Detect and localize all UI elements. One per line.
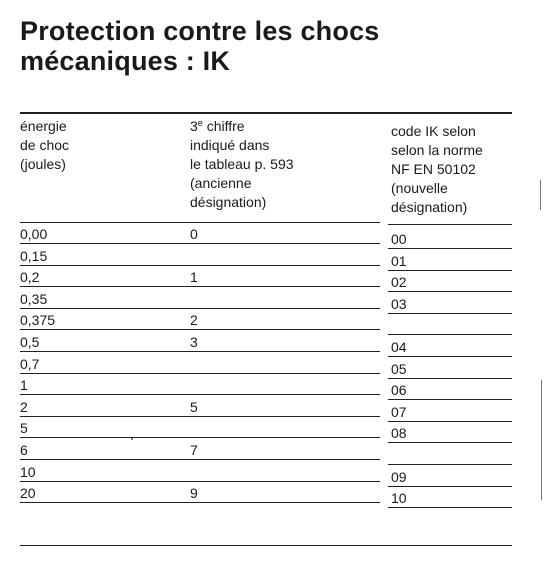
old-code-cell: 5: [190, 399, 198, 415]
scan-speck: [131, 438, 133, 440]
header-old-code-line-3: le tableau p. 593: [190, 156, 294, 172]
energy-cell: 0,35: [20, 291, 48, 307]
header-energy-line-3: (joules): [20, 156, 66, 172]
row-rule-left: [20, 437, 380, 438]
row-rule-left: [20, 394, 380, 395]
table-row: [20, 377, 512, 398]
old-code-cell: 1: [190, 269, 198, 285]
header-rule-right: [388, 224, 512, 225]
row-rule-left: [20, 329, 380, 330]
header-old-code-line-2: indiqué dans: [190, 137, 270, 153]
ik-code-cell: 05: [391, 361, 407, 377]
row-rule-left: [20, 351, 380, 352]
header-old-code-number: 3: [190, 118, 198, 134]
ik-code-cell: 10: [391, 490, 407, 506]
table-row: [20, 312, 512, 333]
energy-cell: 0,5: [20, 334, 40, 350]
energy-cell: 20: [20, 485, 36, 501]
ik-code-cell: 01: [391, 253, 407, 269]
table-row: [20, 399, 512, 420]
table-row: [20, 442, 512, 463]
ik-code-cell: 09: [391, 469, 407, 485]
row-rule-left: [20, 265, 380, 266]
header-old-code-rest: chiffre: [202, 118, 245, 134]
row-rule-left: [20, 373, 380, 374]
header-energy-line-1: énergie: [20, 118, 67, 134]
ik-code-cell: 03: [391, 296, 407, 312]
energy-cell: 5: [20, 420, 28, 436]
old-code-cell: 3: [190, 334, 198, 350]
old-code-cell: 0: [190, 226, 198, 242]
table-row: [20, 485, 512, 506]
header-ik-code: [391, 122, 483, 217]
table-bottom-rule: [20, 545, 512, 546]
table-row: [20, 356, 512, 377]
energy-cell: 0,2: [20, 269, 40, 285]
table-row: [20, 269, 512, 290]
table-row: [20, 464, 512, 485]
header-rule-left: [20, 222, 380, 223]
header-ik-code-line-5: désignation): [391, 199, 468, 215]
ik-code-cell: 02: [391, 274, 407, 290]
old-code-cell: 9: [190, 485, 198, 501]
row-rule-left: [20, 416, 380, 417]
row-rule-left: [20, 502, 380, 503]
row-rule-right: [388, 507, 512, 508]
old-code-cell: 7: [190, 442, 198, 458]
table-row: [20, 226, 512, 247]
old-code-cell: 2: [190, 312, 198, 328]
header-ik-code-line-3: NF EN 50102: [391, 161, 476, 177]
ik-code-cell: 06: [391, 382, 407, 398]
page-title-line-1: Protection contre les chocs: [20, 16, 380, 46]
row-rule-left: [20, 243, 380, 244]
page-title-line-2: mécaniques : IK: [20, 46, 231, 76]
row-rule-left: [20, 286, 380, 287]
page-edge-mark: [541, 380, 542, 500]
header-old-code-line-4: (ancienne: [190, 175, 252, 191]
table-row: [20, 291, 512, 312]
header-energy-line-2: de choc: [20, 137, 70, 153]
header-ik-code-line-1: code IK selon: [391, 123, 476, 139]
header-old-code-line-5: désignation): [190, 194, 267, 210]
row-rule-left: [20, 459, 380, 460]
header-ik-code-line-4: (nouvelle: [391, 180, 448, 196]
energy-cell: 2: [20, 399, 28, 415]
energy-cell: 0,15: [20, 248, 48, 264]
ik-code-cell: 07: [391, 404, 407, 420]
header-old-code-line-1: [190, 117, 294, 136]
ik-code-cell: 08: [391, 425, 407, 441]
energy-cell: 6: [20, 442, 28, 458]
page-edge-mark: [540, 180, 541, 210]
energy-cell: 10: [20, 464, 36, 480]
energy-cell: 0,7: [20, 356, 40, 372]
header-old-code: [190, 117, 294, 212]
energy-cell: 1: [20, 377, 28, 393]
header-ik-code-line-2: selon la norme: [391, 142, 483, 158]
energy-cell: 0,375: [20, 312, 56, 328]
table-row: [20, 420, 512, 441]
header-old-code-superscript: e: [197, 118, 203, 128]
table-top-rule: [20, 112, 512, 114]
ik-code-cell: 00: [391, 231, 407, 247]
table-row: [20, 248, 512, 269]
row-rule-left: [20, 481, 380, 482]
page-title: [20, 16, 520, 76]
header-energy: [20, 117, 69, 174]
ik-code-cell: 04: [391, 339, 407, 355]
row-rule-left: [20, 308, 380, 309]
energy-cell: 0,00: [20, 226, 48, 242]
table-row: [20, 334, 512, 355]
